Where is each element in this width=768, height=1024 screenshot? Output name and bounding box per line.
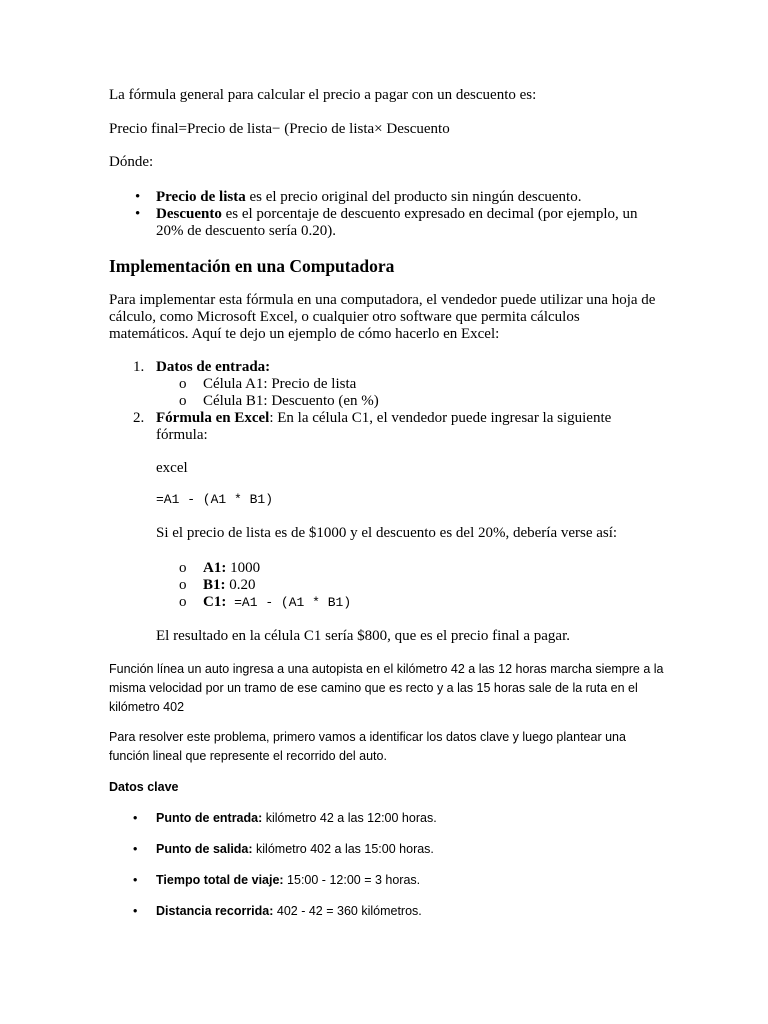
definition-term: Descuento <box>156 206 222 222</box>
bullet-icon: • <box>133 873 138 887</box>
step-desc: : En la célula C1, el vendedor puede ingresar la siguiente fórmula: <box>156 410 612 443</box>
example-cell: A1: 1000 <box>203 560 261 576</box>
definition-term: Precio de lista <box>156 189 246 205</box>
circle-bullet-icon: o <box>179 560 187 576</box>
key-data-item: Distancia recorrida: 402 - 42 = 360 kilómetros. <box>156 904 422 918</box>
definition-item <box>156 189 581 206</box>
subitem: Célula B1: Descuento (en %) <box>203 393 379 409</box>
definition-desc: es el porcentaje de descuento expresado en decimal (por ejemplo, un 20% de descuento sería 0.20). <box>156 206 638 239</box>
definition-desc: es el precio original del producto sin ningún descuento. <box>245 189 582 205</box>
formula-line: Precio final=Precio de lista− (Precio de lista× Descuento <box>109 121 450 137</box>
bullet-icon: • <box>133 904 138 918</box>
bullet-icon: • <box>135 189 141 205</box>
intro-paragraph: La fórmula general para calcular el precio a pagar con un descuento es: <box>109 87 537 103</box>
problem-paragraph: Función línea un auto ingresa a una autopista en el kilómetro 42 a las 12 horas marcha siempre a la misma velocidad por un tramo de ese camino que es recto y a las 15 horas sale de la ruta en el kilómetro 402 <box>109 662 664 714</box>
key-data-item: Punto de entrada: kilómetro 42 a las 12:00 horas. <box>156 811 437 825</box>
step-title: Datos de entrada: <box>156 359 271 375</box>
step-number: 1. <box>133 359 145 375</box>
code-language-label: excel <box>156 460 188 476</box>
result-paragraph: El resultado en la célula C1 sería $800, que es el precio final a pagar. <box>156 628 571 644</box>
circle-bullet-icon: o <box>179 376 187 392</box>
example-cell: B1: 0.20 <box>203 577 256 593</box>
bullet-icon: • <box>135 206 141 222</box>
step-number: 2. <box>133 410 145 426</box>
circle-bullet-icon: o <box>179 594 187 610</box>
subitem: Célula A1: Precio de lista <box>203 376 357 392</box>
definition-item <box>156 206 656 240</box>
bullet-icon: • <box>133 811 138 825</box>
example-cell: C1: =A1 - (A1 * B1) <box>203 594 352 610</box>
donde-label: Dónde: <box>109 154 154 170</box>
step-text <box>156 410 636 444</box>
step-title: Fórmula en Excel <box>156 410 270 426</box>
example-intro: Si el precio de lista es de $1000 y el descuento es del 20%, debería verse así: <box>156 525 618 541</box>
code-block: =A1 - (A1 * B1) <box>156 492 274 507</box>
section-heading: Implementación en una Computadora <box>109 256 395 276</box>
bullet-icon: • <box>133 842 138 856</box>
circle-bullet-icon: o <box>179 577 187 593</box>
key-data-item: Punto de salida: kilómetro 402 a las 15:00 horas. <box>156 842 434 856</box>
impl-paragraph: Para implementar esta fórmula en una computadora, el vendedor puede utilizar una hoja de cálculo, como Microsoft Excel, o cualquier otro software que permita cálculos matemáticos. Aquí te dejo un ejemplo de cómo hacerlo en Excel: <box>109 292 656 342</box>
circle-bullet-icon: o <box>179 393 187 409</box>
key-data-item: Tiempo total de viaje: 15:00 - 12:00 = 3 horas. <box>156 873 421 887</box>
approach-paragraph: Para resolver este problema, primero vamos a identificar los datos clave y luego plantear una función lineal que represente el recorrido del auto. <box>109 730 626 763</box>
key-data-heading: Datos clave <box>109 780 179 794</box>
